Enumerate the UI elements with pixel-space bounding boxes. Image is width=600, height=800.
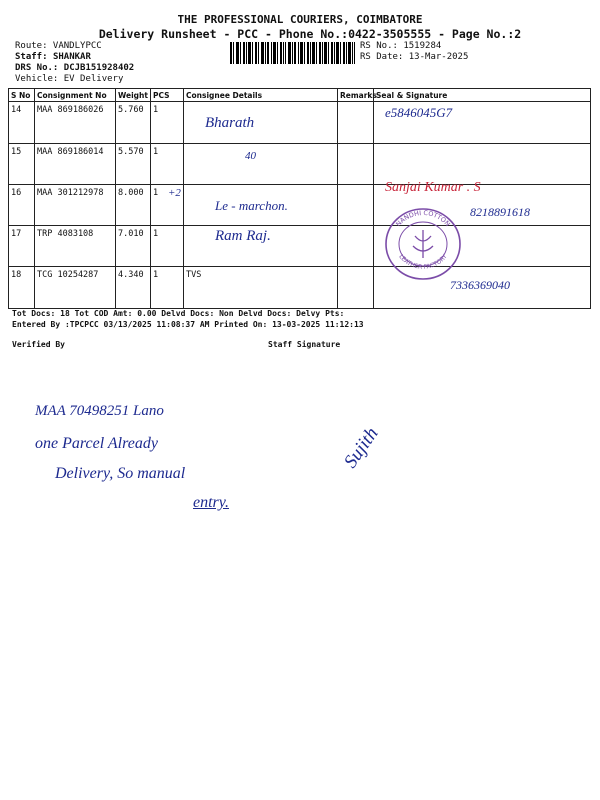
route-label: Route: VANDLYPCC	[15, 41, 102, 51]
drs-value: DCJB151928402	[63, 63, 135, 73]
rs-date: RS Date: 13-Mar-2025	[360, 52, 469, 62]
staff-signature	[330, 345, 410, 377]
drs-line	[15, 63, 134, 74]
runsheet-subtitle: Delivery Runsheet - PCC - Phone No.:0422-3505555 - Page No.:2	[98, 27, 522, 41]
handwritten-plus-16: +2	[168, 187, 181, 199]
cell-weight: 8.000	[116, 185, 151, 226]
handwritten-bracket-scribble	[286, 117, 346, 175]
company-title: THE PROFESSIONAL COURIERS, COIMBATORE	[177, 13, 423, 26]
handwritten-phone-18: 7336369040	[450, 278, 510, 292]
staff-signature-label: Staff Signature	[268, 340, 341, 349]
handwritten-tick-scribble	[385, 104, 445, 118]
cell-sno: 16	[9, 185, 35, 226]
cell-consignment: MAA 869186014	[35, 144, 116, 185]
cell-remarks	[338, 185, 374, 226]
cell-pcs: 1	[151, 226, 184, 267]
col-remarks: Remarks	[338, 89, 374, 102]
note-line-4: entry.	[193, 494, 229, 511]
cell-weight: 5.570	[116, 144, 151, 185]
col-consignment: Consignment No	[35, 89, 116, 102]
stamp-top-text: NANDHI COTTON	[394, 208, 452, 229]
cell-pcs: 1	[151, 267, 184, 309]
stamp-bottom-text: LEATHER FACTORY	[397, 253, 449, 271]
handwritten-consignee-15: 40	[245, 150, 256, 162]
vehicle-label: Vehicle: EV Delivery	[15, 74, 124, 84]
handwritten-consignee-16: Le - marchon.	[215, 198, 288, 213]
cell-pcs: 1	[151, 144, 184, 185]
rs-number: RS No.: 1519284	[360, 41, 442, 51]
barcode	[230, 42, 355, 64]
handwritten-consignee-17: Ram Raj.	[215, 228, 271, 244]
company-stamp	[383, 206, 463, 282]
cell-weight: 7.010	[116, 226, 151, 267]
note-line-2: one Parcel Already	[35, 435, 158, 452]
cell-consignment: MAA 869186026	[35, 102, 116, 144]
cell-sno: 15	[9, 144, 35, 185]
verifier-signature-1	[28, 345, 123, 380]
cell-remarks	[338, 226, 374, 267]
cell-sno: 18	[9, 267, 35, 309]
entered-by-line: Entered By :TPCPCC 03/13/2025 11:08:37 AM Printed On: 13-03-2025 11:12:13	[12, 320, 364, 329]
note-tick-marks	[395, 405, 425, 433]
cell-consignment: TRP 4083108	[35, 226, 116, 267]
staff-line	[15, 52, 91, 63]
cell-consignment: TCG 10254287	[35, 267, 116, 309]
cell-pcs: 1	[151, 102, 184, 144]
verified-by-label: Verified By	[12, 340, 65, 349]
col-consignee: Consignee Details	[184, 89, 338, 102]
col-weight: Weight	[116, 89, 151, 102]
cell-consignment: MAA 301212978	[35, 185, 116, 226]
cell-weight: 4.340	[116, 267, 151, 309]
svg-text:NANDHI COTTON	[394, 209, 451, 228]
handwritten-seal-14: e5846045G7	[385, 105, 453, 120]
col-seal-signature: Seal & Signature	[374, 89, 591, 102]
cell-pcs: 1	[151, 185, 184, 226]
cell-sno: 14	[9, 102, 35, 144]
cell-remarks	[338, 267, 374, 309]
cell-seal	[374, 144, 591, 185]
cell-consignee: TVS	[184, 267, 338, 309]
staff-label: Staff:	[15, 52, 53, 62]
cell-weight: 5.760	[116, 102, 151, 144]
table-header-row	[9, 89, 591, 102]
drs-label: DRS No.:	[15, 63, 64, 73]
handwritten-phone-16: 8218891618	[470, 205, 530, 219]
handwritten-seal-16: Sanjai Kumar . S	[385, 180, 481, 195]
handwritten-consignee-14: Bharath	[205, 115, 255, 131]
totals-line: Tot Docs: 18 Tot COD Amt: 0.00 Delvd Docs: Non Delvd Docs: Delvy Pts:	[12, 309, 345, 318]
note-signer-signature: Sujith	[340, 423, 383, 473]
receiver-signature-17	[478, 218, 518, 262]
note-line-1: MAA 70498251 Lano	[35, 403, 164, 419]
staff-value: SHANKAR	[52, 52, 91, 62]
col-pcs: PCS	[151, 89, 184, 102]
verifier-signature-2	[172, 340, 212, 384]
cell-sno: 17	[9, 226, 35, 267]
col-sno: S No	[9, 89, 35, 102]
note-line-3: Delivery, So manual	[55, 465, 186, 482]
